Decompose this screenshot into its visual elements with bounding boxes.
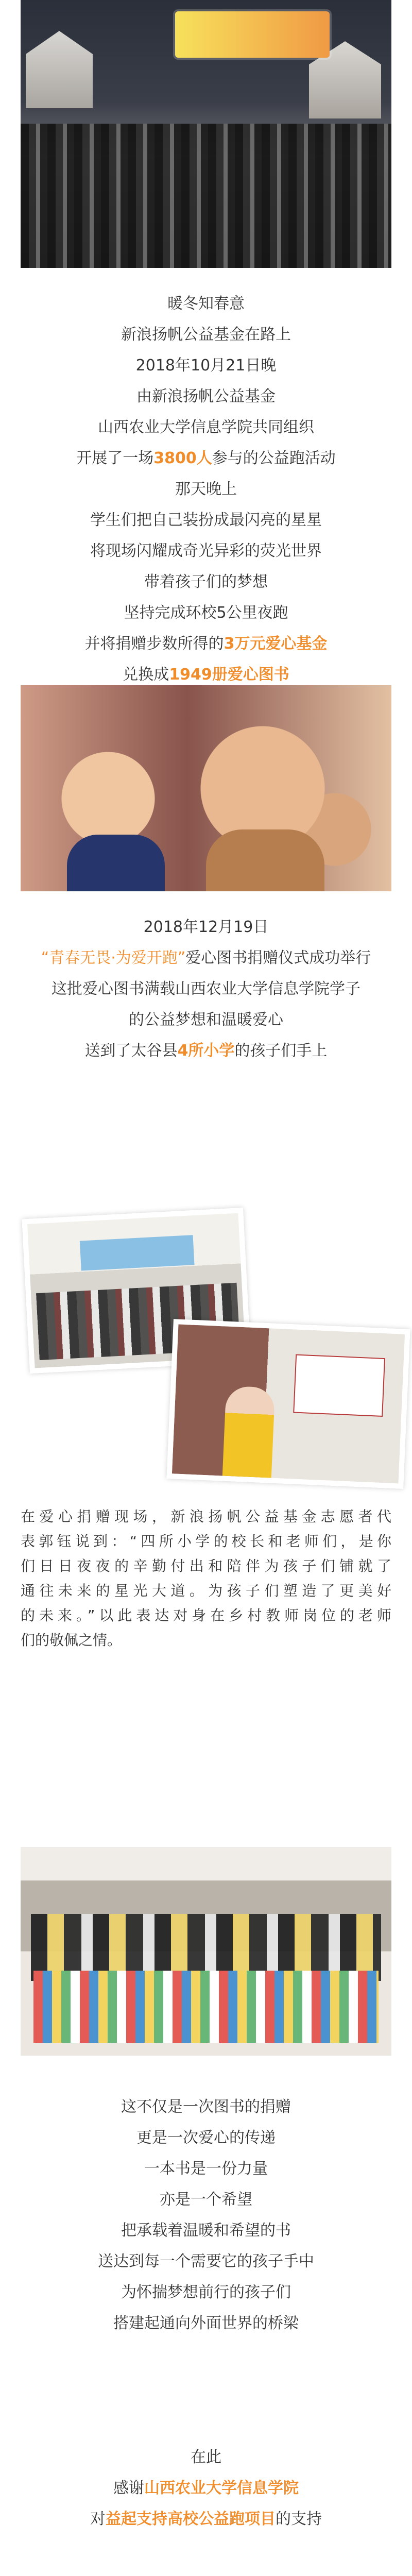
speaker-person bbox=[222, 1386, 276, 1478]
kids-photo bbox=[21, 685, 391, 891]
classroom-board bbox=[80, 1235, 195, 1270]
message-line: 亦是一个希望 bbox=[160, 2191, 252, 2209]
message-line: 更是一次爱心的传递 bbox=[136, 2129, 276, 2147]
event2-line: 2018年12月19日 bbox=[143, 918, 269, 936]
intro-line: 由新浪扬帆公益基金 bbox=[136, 387, 276, 405]
message-line: 这不仅是一次图书的捐赠 bbox=[121, 2098, 291, 2116]
intro-line: 暖冬知春意 bbox=[167, 295, 245, 313]
paragraph-line: 在爱心捐赠现场，新浪扬帆公益基金志愿者代 bbox=[21, 1508, 391, 1525]
ceremony-books bbox=[33, 1971, 379, 2043]
ceremony-photo bbox=[21, 1847, 391, 2056]
paragraph-line: 的未来。”以此表达对身在乡村教师岗位的老师 bbox=[21, 1607, 391, 1624]
thanks-line: 感谢山西农业大学信息学院 bbox=[113, 2479, 299, 2497]
intro-line: 将现场闪耀成奇光异彩的荧光世界 bbox=[90, 542, 322, 560]
speaker-screen bbox=[293, 1354, 385, 1417]
event2-line: 的公益梦想和温暖爱心 bbox=[129, 1011, 283, 1029]
event2-line: “青春无畏·为爱开跑”爱心图书捐赠仪式成功举行 bbox=[41, 949, 371, 967]
intro-line: 学生们把自己装扮成最闪亮的星星 bbox=[90, 511, 322, 529]
message-text bbox=[21, 2092, 391, 2339]
speech-paragraph bbox=[21, 1504, 391, 1653]
hero-photo bbox=[21, 0, 391, 268]
intro-line: 那天晚上 bbox=[175, 480, 237, 498]
event2-line: 送到了太谷县4所小学的孩子们手上 bbox=[84, 1042, 328, 1060]
thanks-text bbox=[21, 2442, 391, 2535]
event2-text bbox=[21, 912, 391, 1066]
paragraph-line: 们的敬佩之情。 bbox=[21, 1632, 122, 1649]
intro-text bbox=[21, 289, 391, 690]
intro-line: 坚持完成环校5公里夜跑 bbox=[124, 604, 288, 622]
tent-left bbox=[26, 31, 93, 108]
child-shirt-right bbox=[206, 829, 324, 891]
intro-line: 开展了一场3800人参与的公益跑活动 bbox=[76, 449, 336, 467]
paragraph-line: 们日日夜夜的辛勤付出和陪伴为孩子们铺就了 bbox=[21, 1557, 391, 1574]
intro-line: 兑换成1949册爱心图书 bbox=[123, 666, 289, 684]
paragraph-line: 通往未来的星光大道。为孩子们塑造了更美好 bbox=[21, 1582, 391, 1599]
intro-line: 带着孩子们的梦想 bbox=[144, 573, 268, 591]
event2-line: 这批爱心图书满载山西农业大学信息学院学子 bbox=[52, 980, 360, 998]
message-line: 搭建起通向外面世界的桥梁 bbox=[113, 2314, 299, 2332]
message-line: 一本书是一份力量 bbox=[144, 2160, 268, 2178]
event-banner bbox=[175, 11, 330, 58]
child-shirt-left bbox=[67, 835, 165, 891]
message-line: 把承载着温暖和希望的书 bbox=[121, 2222, 291, 2240]
speaker-photo bbox=[166, 1319, 410, 1489]
intro-line: 山西农业大学信息学院共同组织 bbox=[98, 418, 314, 436]
paragraph-line: 表郭钰说到：“四所小学的校长和老师们，是你 bbox=[21, 1533, 391, 1550]
intro-line: 并将捐赠步数所得的3万元爱心基金 bbox=[84, 635, 328, 653]
message-line: 送达到每一个需要它的孩子手中 bbox=[98, 2252, 314, 2270]
crowd-group bbox=[21, 124, 391, 268]
intro-line: 2018年10月21日晚 bbox=[135, 357, 277, 375]
thanks-line: 在此 bbox=[191, 2448, 221, 2466]
intro-line: 新浪扬帆公益基金在路上 bbox=[121, 326, 291, 344]
message-line: 为怀揣梦想前行的孩子们 bbox=[121, 2283, 291, 2301]
thanks-line: 对益起支持高校公益跑项目的支持 bbox=[90, 2510, 322, 2528]
